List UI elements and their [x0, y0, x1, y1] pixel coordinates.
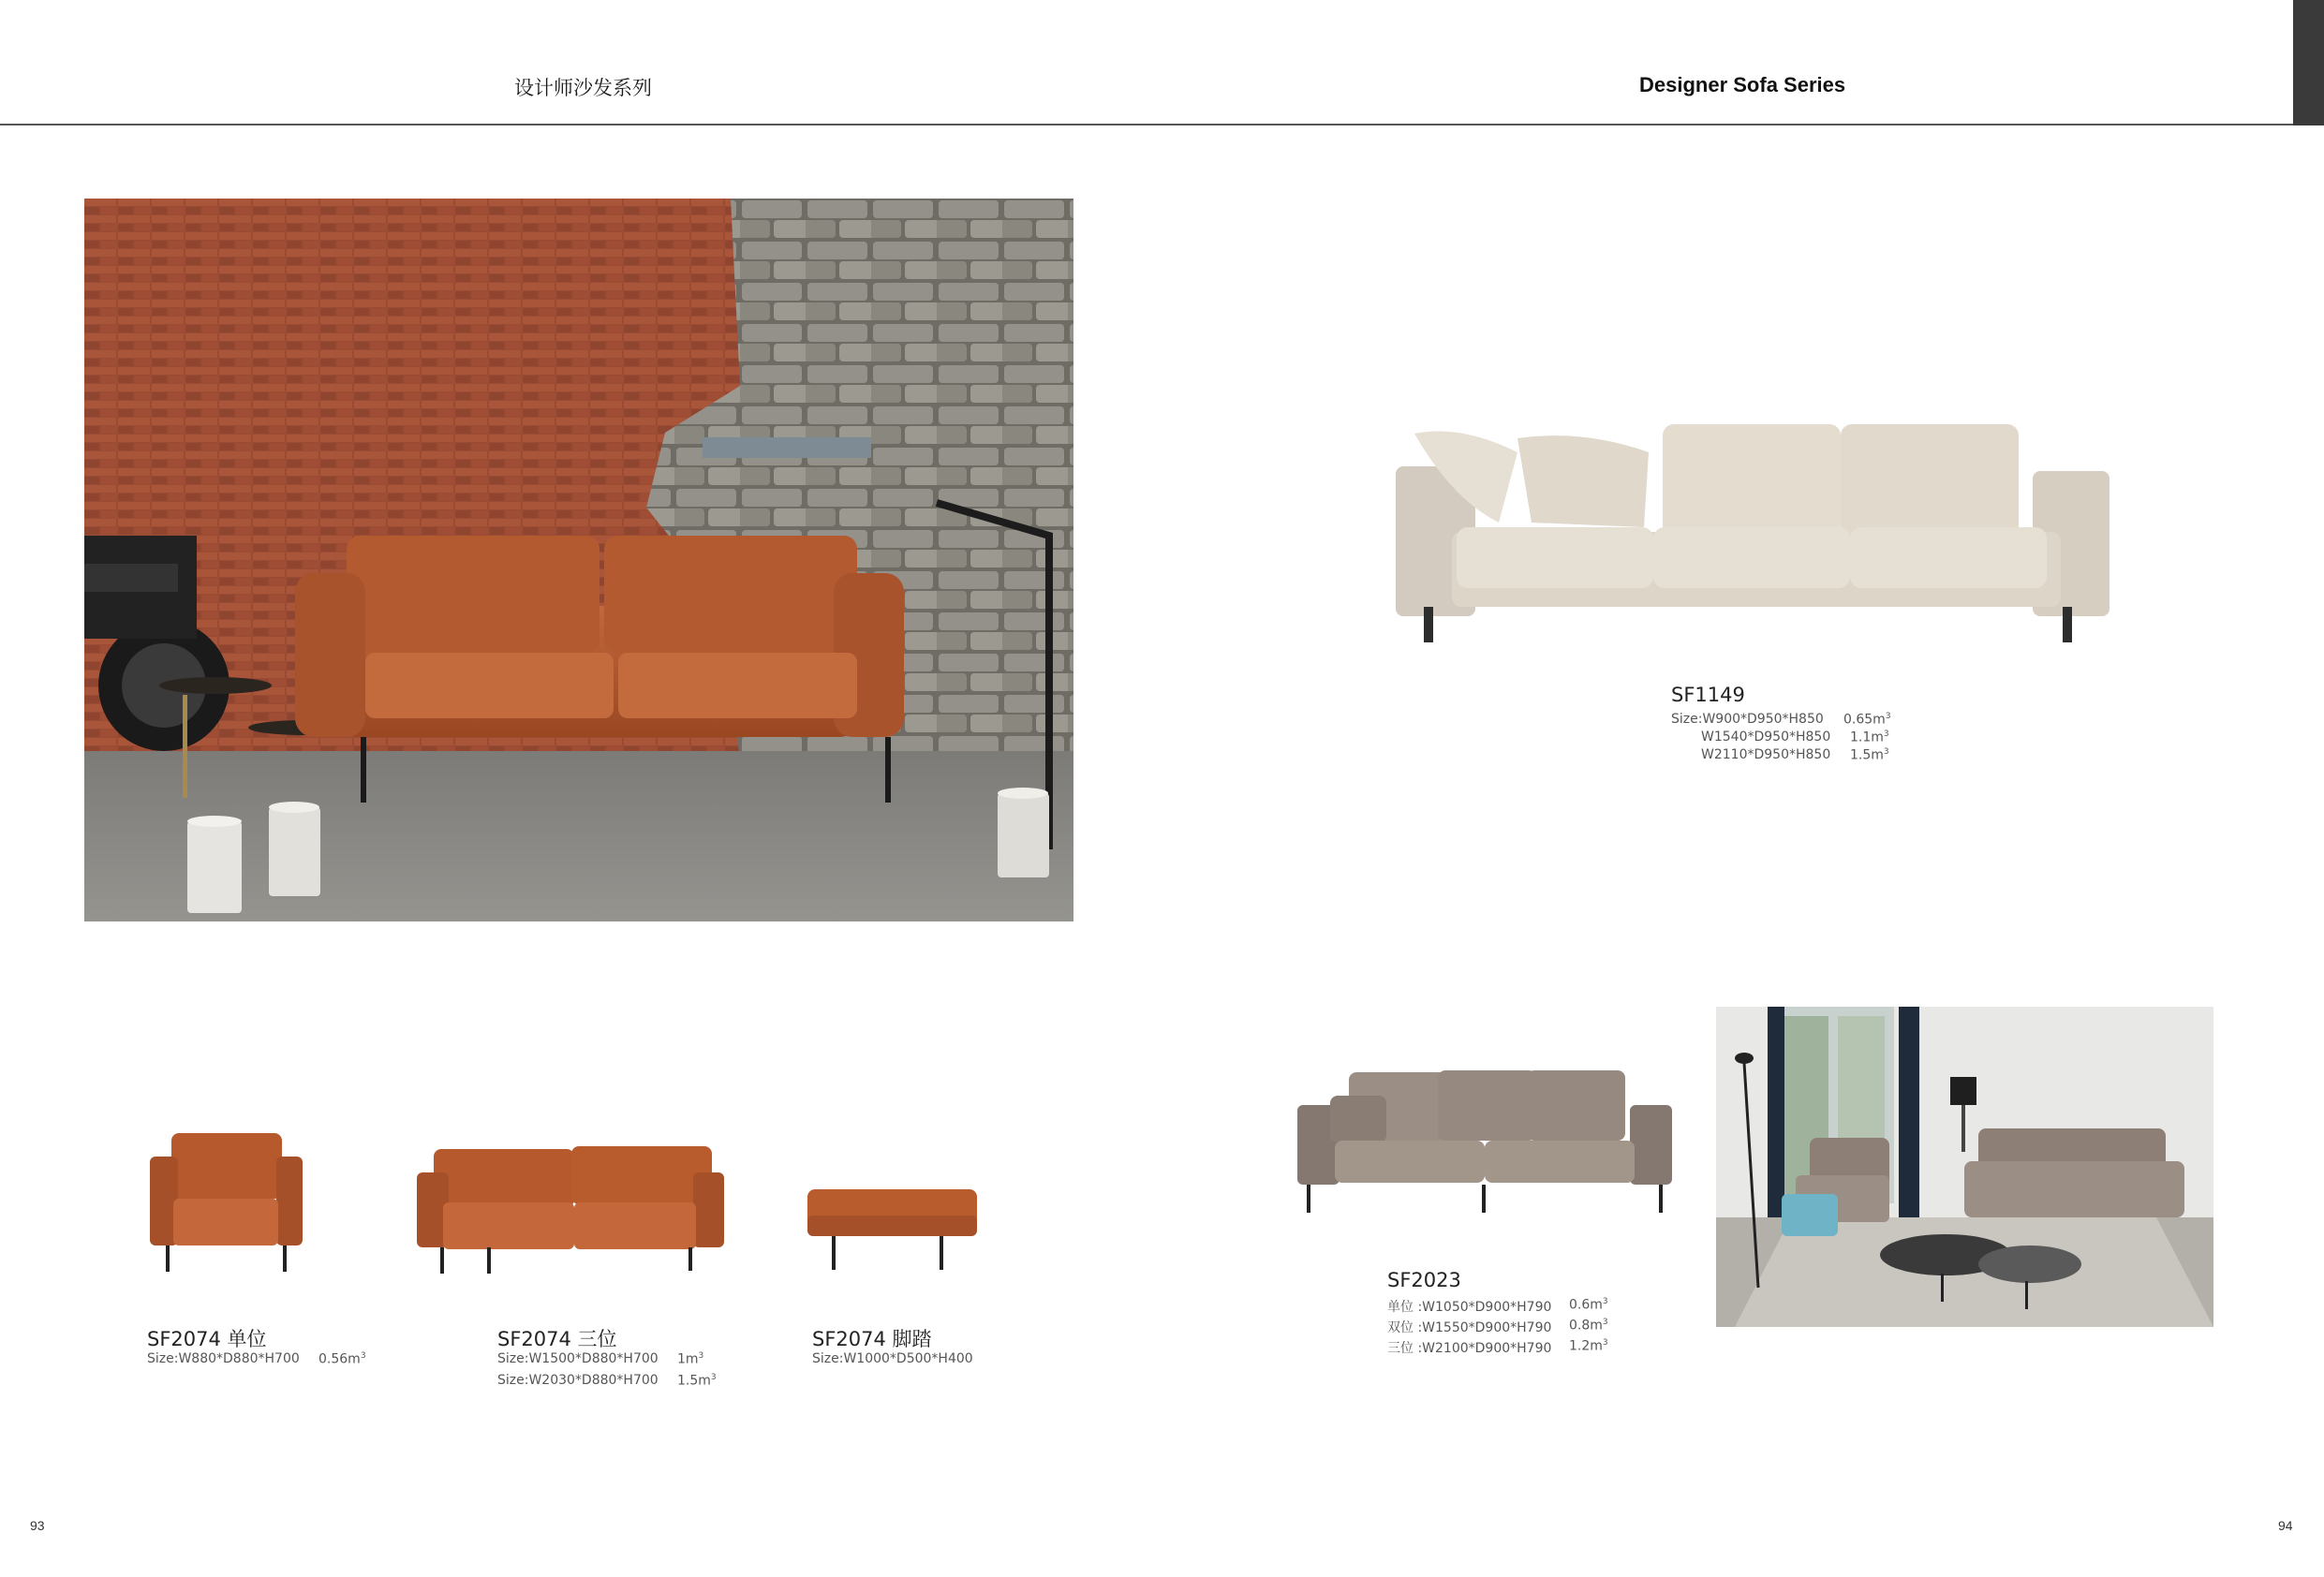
page-number-right: 94: [2278, 1518, 2293, 1533]
header-title-en: Designer Sofa Series: [1639, 73, 1846, 96]
sf2023-size-1: 单位 :W1050*D900*H790: [1387, 1300, 1552, 1315]
sf1149-volume-1-value: 0.65m: [1843, 712, 1886, 728]
sf2074-three-name: SF2074 三位: [497, 1328, 617, 1350]
sf2074-single-volume-1: [318, 1351, 366, 1367]
sf2074-ottoman-name: SF2074 脚踏: [812, 1328, 932, 1350]
sf2023-volume-1-unit: 3: [1602, 1297, 1608, 1306]
sf1149-volume-2-value: 1.1m: [1850, 730, 1884, 745]
sf2023-volume-2-unit: 3: [1602, 1318, 1608, 1327]
sf2023-name: SF2023: [1387, 1269, 1461, 1291]
header-title-cn: 设计师沙发系列: [514, 77, 652, 99]
sf2074-three-volume-2: [677, 1373, 717, 1389]
sf1149-name: SF1149: [1671, 684, 1745, 706]
sf1149-size-1: Size:W900*D950*H850: [1671, 712, 1824, 727]
sf2074-single-volume-1-value: 0.56m: [318, 1351, 361, 1367]
sf1149-volume-2: [1850, 730, 1889, 745]
sf2023-volume-2-value: 0.8m: [1569, 1318, 1603, 1334]
sf2023-volume-1: [1569, 1297, 1608, 1313]
sf2023-volume-2: [1569, 1318, 1608, 1334]
sf2023-volume-3-value: 1.2m: [1569, 1338, 1603, 1354]
sf2023-size-3: 三位 :W2100*D900*H790: [1387, 1341, 1552, 1356]
page-number-left: 93: [30, 1518, 45, 1533]
sf2074-single-image: [145, 1128, 304, 1274]
sf2074-single-volume-1-unit: 3: [360, 1351, 366, 1361]
sf1149-size-2: W1540*D950*H850: [1701, 730, 1831, 744]
sf2023-room-photo: [1716, 1007, 2213, 1327]
sf1149-volume-3-unit: 3: [1883, 747, 1889, 757]
sf2023-sofa-image: [1297, 1068, 1672, 1217]
sf2074-ottoman-image: [806, 1187, 979, 1274]
sf2023-size-2: 双位 :W1550*D900*H790: [1387, 1320, 1552, 1335]
sf1149-volume-3: [1850, 747, 1889, 763]
sf2074-three-volume-1: [677, 1351, 703, 1367]
sf2074-single-size-1: Size:W880*D880*H700: [147, 1351, 300, 1366]
sf2074-three-volume-2-value: 1.5m: [677, 1373, 711, 1389]
sf1149-volume-1-unit: 3: [1885, 712, 1891, 721]
sf2074-three-volume-2-unit: 3: [710, 1373, 717, 1382]
sf2023-volume-1-value: 0.6m: [1569, 1297, 1603, 1313]
sf2074-three-image: [417, 1144, 726, 1275]
header-rule: [0, 124, 2324, 125]
sf2074-three-size-1: Size:W1500*D880*H700: [497, 1351, 659, 1366]
page-edge-tab: [2293, 0, 2324, 125]
sf1149-sofa-image: [1396, 420, 2109, 644]
sf2074-three-volume-1-value: 1m: [677, 1351, 699, 1367]
sf2023-volume-3-unit: 3: [1602, 1338, 1608, 1348]
sf1149-volume-3-value: 1.5m: [1850, 747, 1884, 763]
sf1149-volume-2-unit: 3: [1883, 730, 1889, 739]
sf2074-three-size-2: Size:W2030*D880*H700: [497, 1373, 659, 1388]
sf1149-size-3: W2110*D950*H850: [1701, 747, 1831, 762]
sf2023-volume-3: [1569, 1338, 1608, 1354]
hero-lifestyle-photo: [84, 199, 1073, 921]
sf2074-ottoman-size-1: Size:W1000*D500*H400: [812, 1351, 973, 1366]
sf1149-volume-1: [1843, 712, 1891, 728]
sf2074-single-name: SF2074 单位: [147, 1328, 267, 1350]
sf2074-three-volume-1-unit: 3: [698, 1351, 704, 1361]
